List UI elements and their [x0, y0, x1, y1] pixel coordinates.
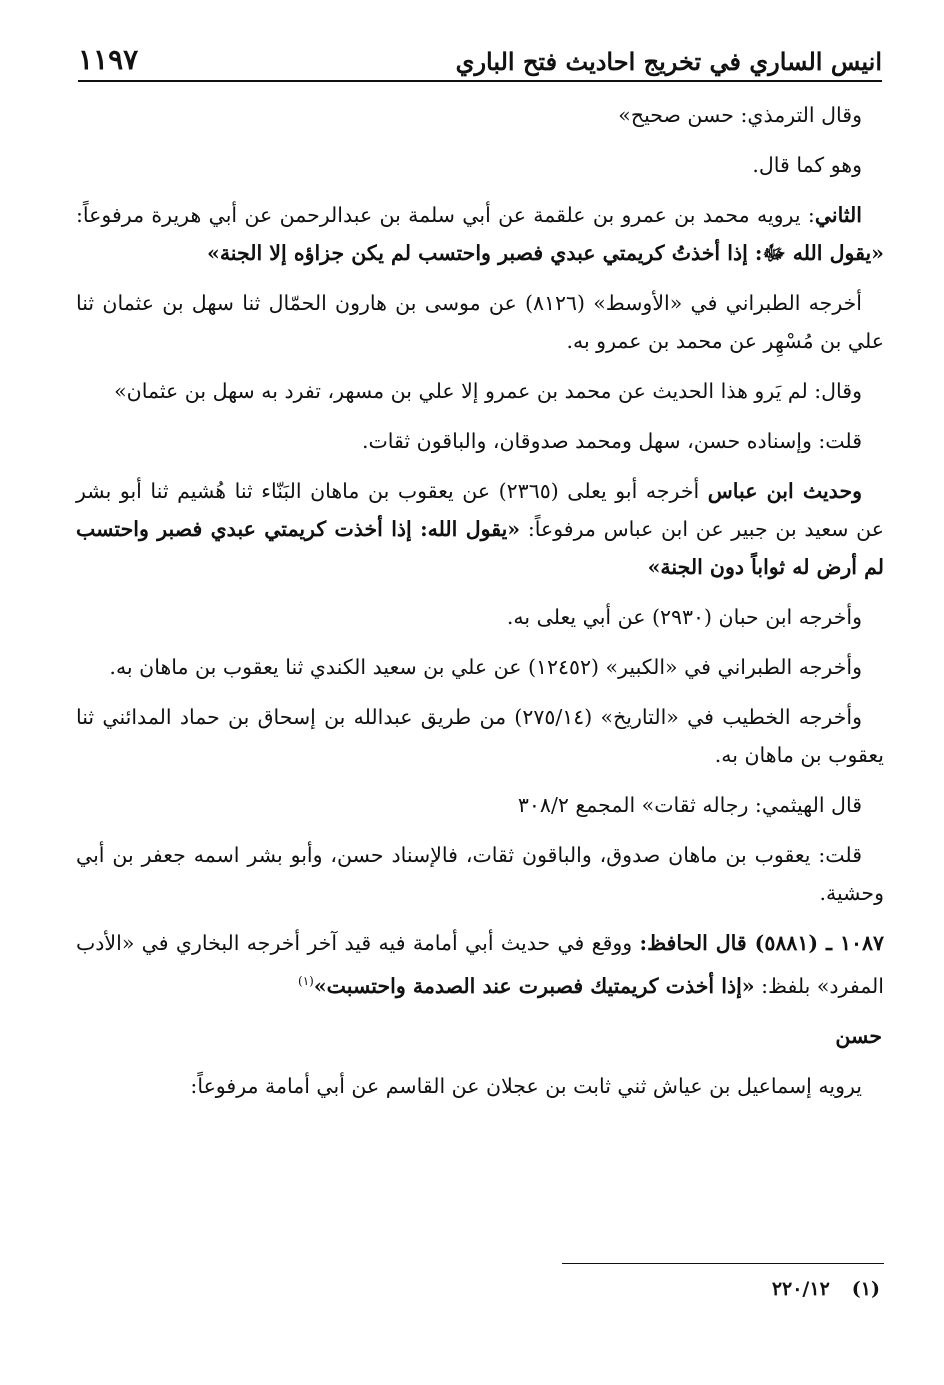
paragraph	[76, 372, 884, 410]
entry-text: ووقع في حديث أبي أمامة فيه قيد آخر أخرجه البخاري في «الأدب المفرد» بلفظ:	[76, 931, 884, 998]
paragraph	[76, 472, 884, 586]
hadith-quote: «يقول الله: إذا أخذت كريمتي عبدي فصبر واحتسب لم أرض له ثواباً دون الجنة»	[76, 517, 884, 579]
footnote-reference[interactable]: (١)	[298, 974, 314, 988]
paragraph-text: : يرويه محمد بن عمرو بن علقمة عن أبي سلمة بن عبدالرحمن عن أبي هريرة مرفوعاً:	[76, 203, 815, 227]
entry-number: ١٠٨٧	[839, 931, 885, 955]
paragraph	[76, 1067, 884, 1105]
paragraph	[76, 146, 884, 184]
paragraph-lead: وحديث ابن عباس	[707, 479, 863, 503]
paragraph-text: وقال الترمذي: حسن صحيح»	[618, 103, 862, 127]
book-title: انيس الساري في تخريج احاديث فتح الباري	[455, 47, 882, 76]
paragraph	[76, 598, 884, 636]
entry-ref: (٥٨٨١)	[754, 931, 819, 955]
page-header	[78, 36, 882, 82]
page-body	[76, 96, 884, 1117]
paragraph	[76, 284, 884, 360]
footnote-divider	[562, 1263, 884, 1264]
paragraph-lead: الثاني	[814, 203, 862, 227]
paragraph-text: قال الهيثمي: رجاله ثقات» المجمع ٣٠٨/٢	[517, 793, 862, 817]
paragraph-text: أخرجه الطبراني في «الأوسط» (٨١٢٦) عن موسى بن هارون الحمّال ثنا سهل بن عثمان ثنا علي بن مُسْهِر عن محمد بن عمرو به.	[76, 291, 884, 353]
hadith-quote: «يقول الله ﷻ: إذا أخذتُ كريمتي عبدي فصبر واحتسب لم يكن جزاؤه إلا الجنة»	[207, 241, 884, 265]
paragraph	[76, 786, 884, 824]
footnote-text: ٢٢٠/١٢	[771, 1278, 830, 1300]
entry-dash: ـ	[818, 931, 840, 955]
paragraph-text: وأخرجه ابن حبان (٢٩٣٠) عن أبي يعلى به.	[506, 605, 862, 629]
grade-heading: حسن	[835, 1023, 882, 1048]
paragraph-text: وأخرجه الخطيب في «التاريخ» (٢٧٥/١٤) من طريق عبدالله بن إسحاق بن حماد المدائني ثنا يعقوب بن ماهان به.	[76, 705, 884, 767]
paragraph	[76, 422, 884, 460]
paragraph-text: أخرجه أبو يعلى (٢٣٦٥) عن يعقوب بن ماهان البَنّاء ثنا هُشيم ثنا أبو بشر عن سعيد بن جبير عن ابن عباس مرفوعاً:	[76, 479, 884, 541]
paragraph	[76, 698, 884, 774]
entry-paragraph	[76, 924, 884, 1005]
paragraph-text: وهو كما قال.	[752, 153, 862, 177]
entry-quote: «إذا أخذت كريمتيك فصبرت عند الصدمة واحتسبت»	[313, 973, 755, 998]
paragraph-text: قلت: يعقوب بن ماهان صدوق، والباقون ثقات، فالإسناد حسن، وأبو بشر اسمه جعفر بن أبي وحشية.	[76, 843, 884, 905]
paragraph-text: وقال: لم يَرو هذا الحديث عن محمد بن عمرو إلا علي بن مسهر، تفرد به سهل بن عثمان»	[114, 379, 862, 403]
page-number: ١١٩٧	[78, 43, 139, 76]
footnote-marker: (١)	[851, 1278, 880, 1300]
paragraph-text: قلت: وإسناده حسن، سهل ومحمد صدوقان، والباقون ثقات.	[361, 429, 862, 453]
paragraph	[76, 196, 884, 272]
entry-label: قال الحافظ:	[639, 931, 755, 955]
paragraph	[76, 648, 884, 686]
paragraph-text: يرويه إسماعيل بن عياش ثني ثابت بن عجلان عن القاسم عن أبي أمامة مرفوعاً:	[190, 1073, 862, 1098]
paragraph-text: وأخرجه الطبراني في «الكبير» (١٢٤٥٢) عن علي بن سعيد الكندي ثنا يعقوب بن ماهان به.	[109, 655, 862, 679]
paragraph	[76, 836, 884, 912]
footnote	[480, 1272, 880, 1306]
paragraph	[76, 96, 884, 134]
